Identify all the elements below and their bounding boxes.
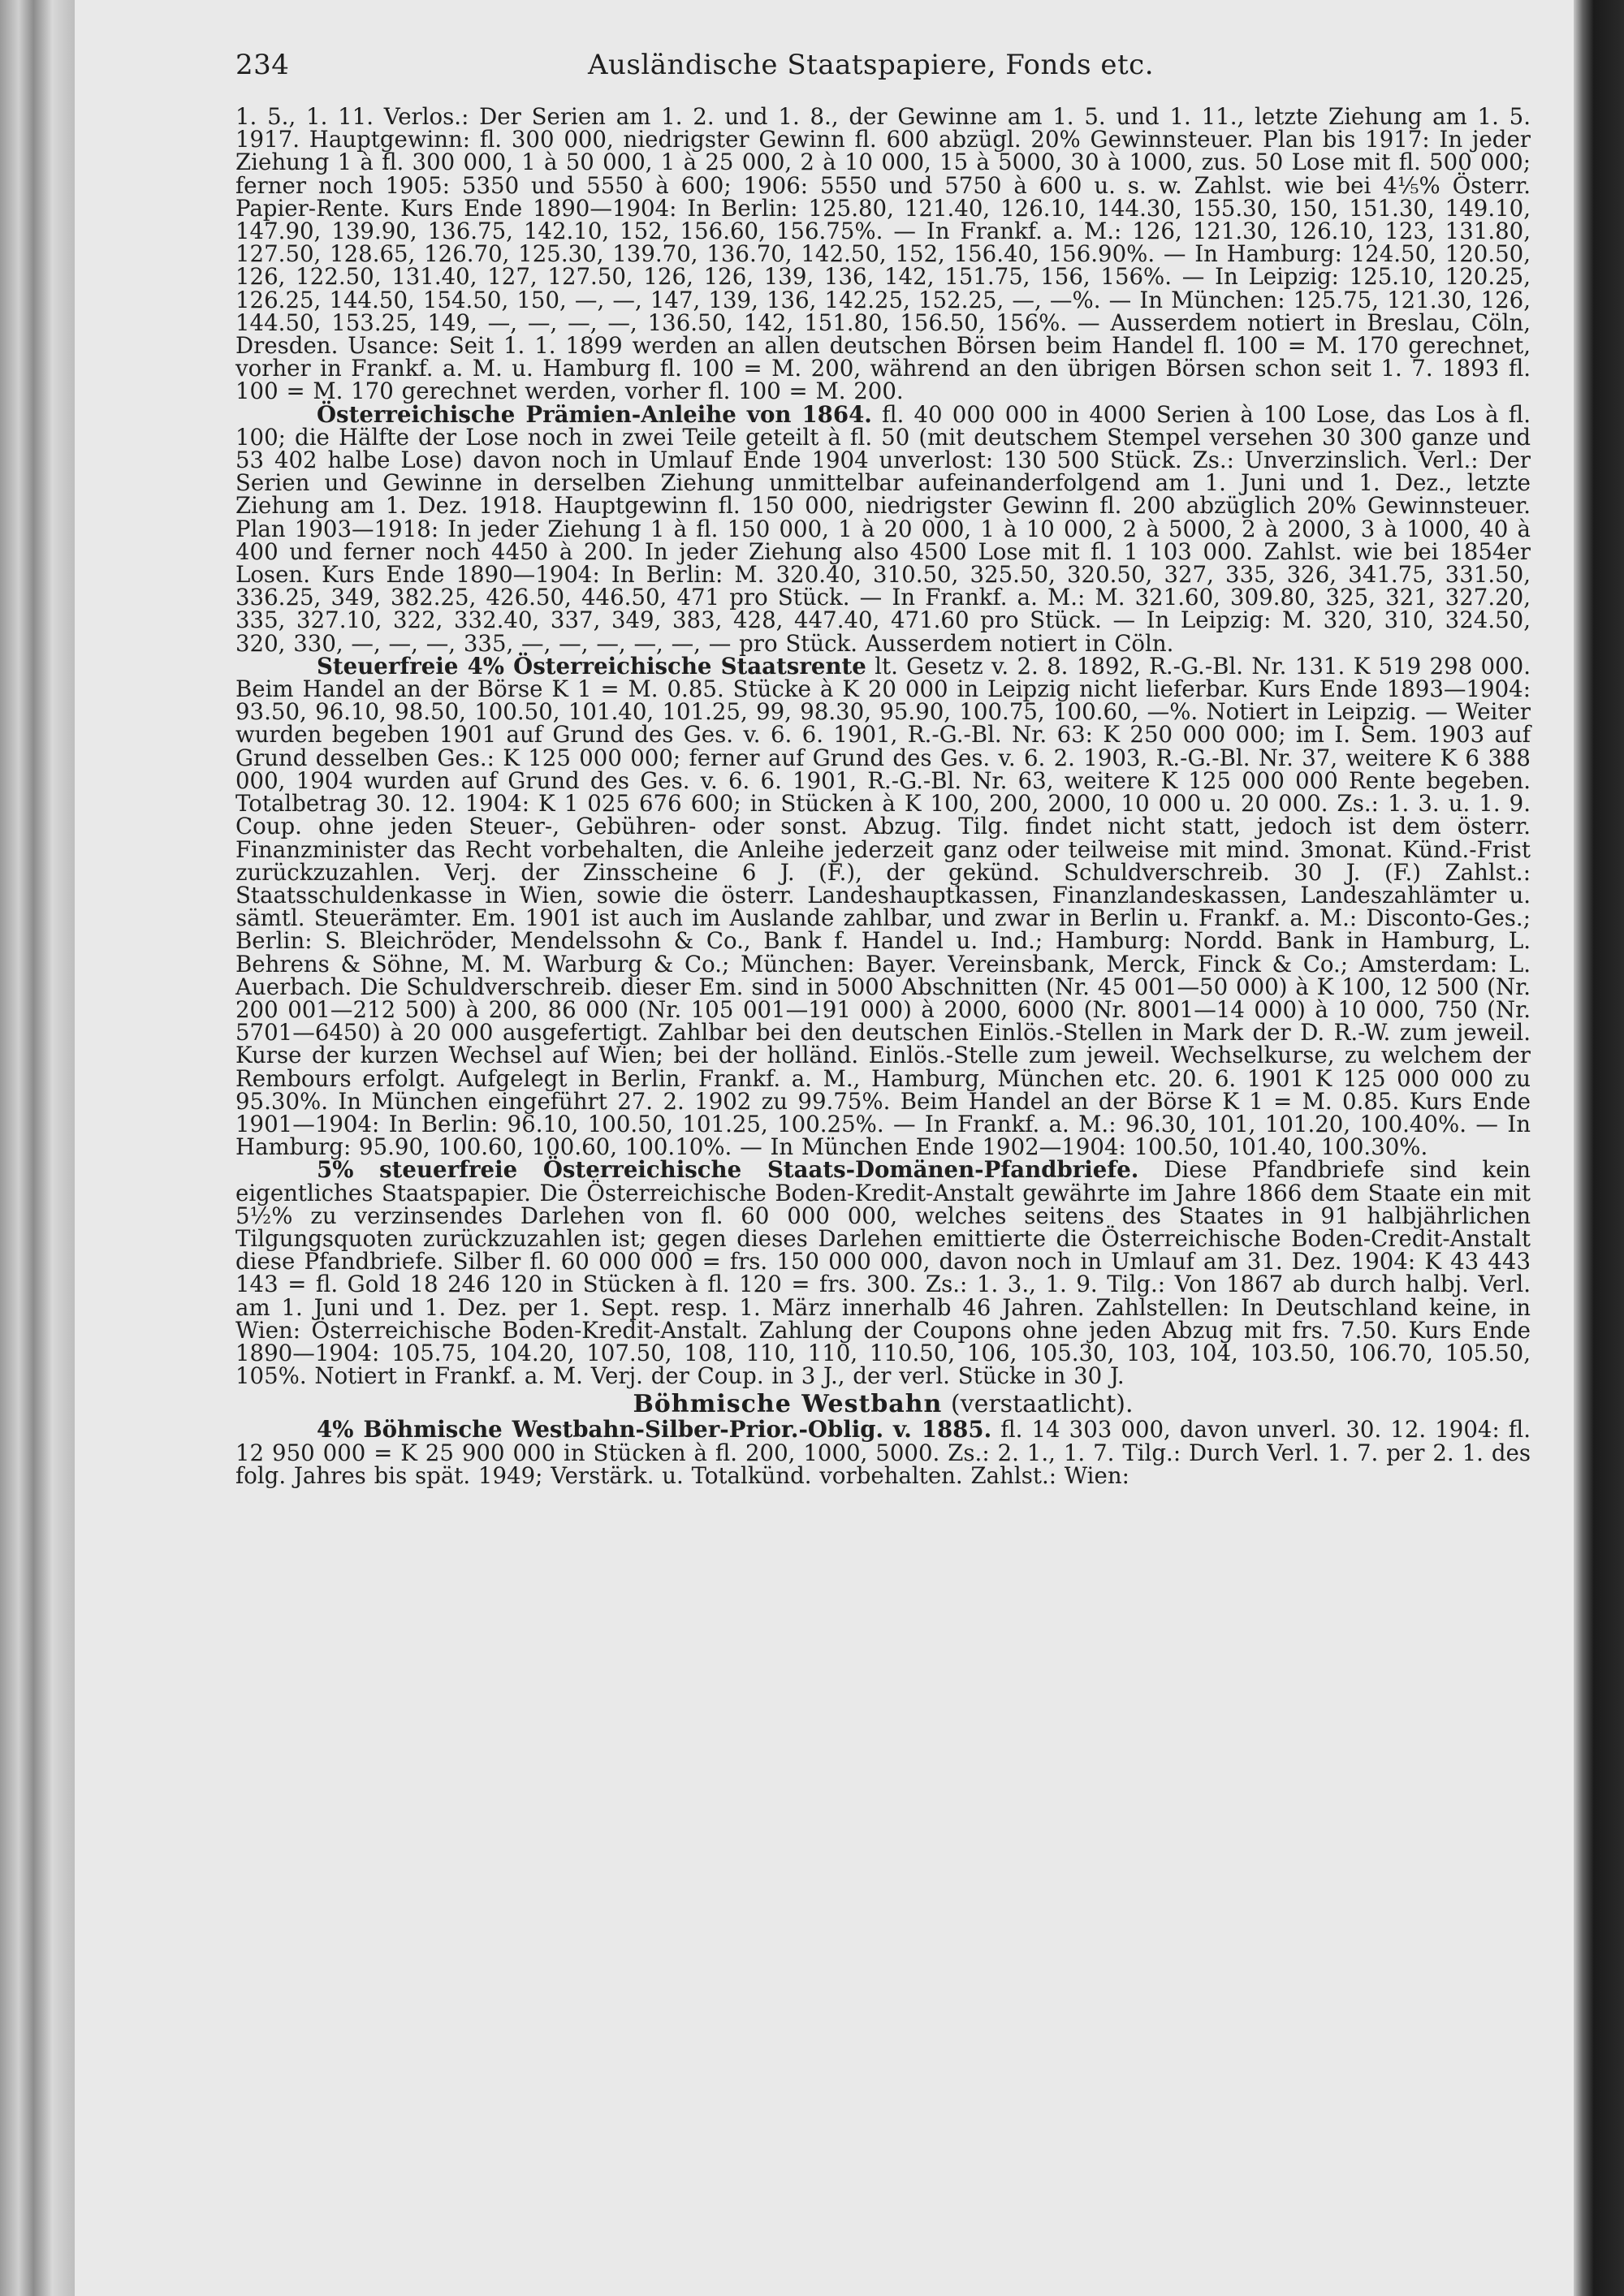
paragraph-text: fl. 14 303 000, davon unverl. 30. 12. 1904: fl. 12 950 000 = K 25 900 000 in Stücken à fl. 200, 1000, 5000. Zs.: 2. 1., 1. 7. Tilg.: Durch Verl. 1. 7. per 2. 1. des folg. Jahres bis spät. 1949; Verstärk. u. Totalkünd. vorbehalten. Zahlst.: Wien: bbox=[235, 1416, 1531, 1489]
paragraph-1855-lose-continuation bbox=[235, 103, 1531, 405]
page-content bbox=[235, 49, 1531, 1487]
paragraph-westbahn-prior bbox=[235, 1418, 1531, 1487]
article-body bbox=[235, 103, 1531, 1489]
page-number: 234 bbox=[235, 49, 290, 81]
left-scan-edge bbox=[0, 0, 75, 2296]
entry-heading: 5% steuerfreie Österreichische Staats-Domänen-Pfandbriefe. bbox=[317, 1156, 1139, 1184]
paragraph-text: 1. 5., 1. 11. Verlos.: Der Serien am 1. 2. und 1. 8., der Gewinne am 1. 5. und 1. 11., letzte Ziehung am 1. 5. 1917. Hauptgewinn: fl. 300 000, niedrigster Gewinn fl. 600 abzügl. 20% Gewinnsteuer. Plan bis 1917: In jeder Ziehung 1 à fl. 300 000, 1 à 50 000, 1 à 25 000, 2 à 10 000, 15 à 5000, 30 à 1000, zus. 50 Lose mit fl. 500 000; ferner noch 1905: 5350 und 5550 à 600; 1906: 5550 und 5750 à 600 u. s. w. Zahlst. wie bei 4⅕% Österr. Papier-Rente. Kurs Ende 1890—1904: In Berlin: 125.80, 121.40, 126.10, 144.30, 155.30, 150, 151.30, 149.10, 147.90, 139.90, 136.75, 142.10, 152, 156.60, 156.75%. — In Frankf. a. M.: 126, 121.30, 126.10, 123, 131.80, 127.50, 128.65, 126.70, 125.30, 139.70, 136.70, 142.50, 152, 156.40, 156.90%. — In Hamburg: 124.50, 120.50, 126, 122.50, 131.40, 127, 127.50, 126, 126, 139, 136, 142, 151.75, 156, 156%. — In Leipzig: 125.10, 120.25, 126.25, 144.50, 154.50, 150, —, —, 147, 139, 136, 142.25, 152.25, —, —%. — In München: 125.75, 121.30, 126, 144.50, 153.25, 149, —, —, —, —, 136.50, 142, 151.80, 156.50, 156%. — Ausserdem notiert in Breslau, Cöln, Dresden. Usance: Seit 1. 1. 1899 werden an allen deutschen Börsen beim Handel fl. 100 = M. 170 gerechnet, vorher in Frankf. a. M. u. Hamburg fl. 100 = M. 200, während an den übrigen Börsen schon seit 1. 7. 1893 fl. 100 = M. 170 gerechnet werden, vorher fl. 100 = M. 200. bbox=[235, 103, 1531, 405]
paragraph-staatsrente bbox=[235, 652, 1531, 1161]
entry-heading: Österreichische Prämien-Anleihe von 1864. bbox=[317, 400, 872, 428]
entry-heading: Steuerfreie 4% Österreichische Staatsrente bbox=[317, 652, 866, 680]
entry-heading: 4% Böhmische Westbahn-Silber-Prior.-Oblig. v. 1885. bbox=[317, 1416, 992, 1444]
paragraph-text: lt. Gesetz v. 2. 8. 1892, R.-G.-Bl. Nr. 131. K 519 298 000. Beim Handel an der Börse K 1 = M. 0.85. Stücke à K 20 000 in Leipzig nicht lieferbar. Kurs Ende 1893—1904: 93.50, 96.10, 98.50, 100.50, 101.40, 101.25, 99, 98.30, 95.90, 100.75, 100.60, —%. Notiert in Leipzig. — Weiter wurden begeben 1901 auf Grund des Ges. v. 6. 6. 1901, R.-G.-Bl. Nr. 63: K 250 000 000; im I. Sem. 1903 auf Grund desselben Ges.: K 125 000 000; ferner auf Grund des Ges. v. 6. 2. 1903, R.-G.-Bl. Nr. 37, weitere K 6 388 000, 1904 wurden auf Grund des Ges. v. 6. 6. 1901, R.-G.-Bl. Nr. 63, weitere K 125 000 000 Rente begeben. Totalbetrag 30. 12. 1904: K 1 025 676 600; in Stücken à K 100, 200, 2000, 10 000 u. 20 000. Zs.: 1. 3. u. 1. 9. Coup. ohne jeden Steuer-, Gebühren- oder sonst. Abzug. Tilg. findet nicht statt, jedoch ist dem österr. Finanzminister das Recht vorbehalten, die Anleihe jederzeit ganz oder teilweise mit mind. 3monat. Künd.-Frist zurückzuzahlen. Verj. der Zinsscheine 6 J. (F.), der gekünd. Schuldverschreib. 30 J. (F.) Zahlst.: Staatsschuldenkasse in Wien, sowie die österr. Landeshauptkassen, Finanzlandeskassen, Landeszahlämter u. sämtl. Steuerämter. Em. 1901 ist auch im Auslande zahlbar, und zwar in Berlin u. Frankf. a. M.: Disconto-Ges.; Berlin: S. Bleichröder, Mendelssohn & Co., Bank f. Handel u. Ind.; Hamburg: Nordd. Bank in Hamburg, L. Behrens & Söhne, M. M. Warburg & Co.; München: Bayer. Vereinsbank, Merck, Finck & Co.; Amsterdam: L. Auerbach. Die Schuldverschreib. dieser Em. sind in 5000 Abschnitten (Nr. 45 001—50 000) à K 100, 12 500 (Nr. 200 001—212 500) à 200, 86 000 (Nr. 105 001—191 000) à 2000, 6000 (Nr. 8001—14 000) à 10 000, 750 (Nr. 5701—6450) à 20 000 ausgefertigt. Zahlbar bei den deutschen Einlös.-Stellen in Mark der D. R.-W. zum jeweil. Kurse der kurzen Wechsel auf Wien; bei der holländ. Einlös.-Stelle zum jeweil. Wechselkurse, zu welchem der Rembours erfolgt. Aufgelegt in Berlin, Frankf. a. M., Hamburg, München etc. 20. 6. 1901 K 125 000 000 zu 95.30%. In München eingeführt 27. 2. 1902 zu 99.75%. Beim Handel an der Börse K 1 = M. 0.85. Kurs Ende 1901—1904: In Berlin: 96.10, 100.50, 101.25, 100.25%. — In Frankf. a. M.: 96.30, 101, 101.20, 100.40%. — In Hamburg: 95.90, 100.60, 100.60, 100.10%. — In München Ende 1902—1904: 100.50, 101.40, 100.30%. bbox=[235, 652, 1531, 1161]
right-scan-edge bbox=[1574, 0, 1624, 2296]
section-note: (verstaatlicht). bbox=[942, 1390, 1134, 1419]
paragraph-text: fl. 40 000 000 in 4000 Serien à 100 Lose, das Los à fl. 100; die Hälfte der Lose noch in zwei Teile geteilt à fl. 50 (mit deutschem Stempel versehen 30 300 ganze und 53 402 halbe Lose) davon noch in Umlauf Ende 1904 unverlost: 130 500 Stück. Zs.: Unverzinslich. Verl.: Der Serien und Gewinne in derselben Ziehung unmittelbar aufeinanderfolgend am 1. Juni und 1. Dez., letzte Ziehung am 1. Dez. 1918. Hauptgewinn fl. 150 000, niedrigster Gewinn fl. 200 abzüglich 20% Gewinnsteuer. Plan 1903—1918: In jeder Ziehung 1 à fl. 150 000, 1 à 20 000, 1 à 10 000, 2 à 5000, 2 à 2000, 3 à 1000, 40 à 400 und ferner noch 4450 à 200. In jeder Ziehung also 4500 Lose mit fl. 1 103 000. Zahlst. wie bei 1854er Losen. Kurs Ende 1890—1904: In Berlin: M. 320.40, 310.50, 325.50, 320.50, 327, 335, 326, 341.75, 331.50, 336.25, 349, 382.25, 426.50, 446.50, 471 pro Stück. — In Frankf. a. M.: M. 321.60, 309.80, 325, 321, 327.20, 335, 327.10, 322, 332.40, 337, 349, 383, 428, 447.40, 471.60 pro Stück. — In Leipzig: M. 320, 310, 324.50, 320, 330, —, —, —, 335, —, —, —, —, —, — pro Stück. Ausserdem notiert in Cöln. bbox=[235, 400, 1531, 657]
section-heading bbox=[235, 1392, 1531, 1417]
paragraph-text: Diese Pfandbriefe sind kein eigentliches Staatspapier. Die Österreichische Boden-Kredit-Anstalt gewährte im Jahre 1866 dem Staate ein mit 5½% zu verzinsendes Darlehen von fl. 60 000 000, welches seitens des Staates in 91 halbjährlichen Tilgungsquoten zurückzuzahlen ist; gegen dieses Darlehen emittierte die Österreichische Boden-Credit-Anstalt diese Pfandbriefe. Silber fl. 60 000 000 = frs. 150 000 000, davon noch in Umlauf am 31. Dez. 1904: K 43 443 143 = fl. Gold 18 246 120 in Stücken à fl. 120 = frs. 300. Zs.: 1. 3., 1. 9. Tilg.: Von 1867 ab durch halbj. Verl. am 1. Juni und 1. Dez. per 1. Sept. resp. 1. März innerhalb 46 Jahren. Zahlstellen: In Deutschland keine, in Wien: Österreichische Boden-Kredit-Anstalt. Zahlung der Coupons ohne jeden Abzug mit frs. 7.50. Kurs Ende 1890—1904: 105.75, 104.20, 107.50, 108, 110, 110, 110.50, 106, 105.30, 103, 104, 103.50, 106.70, 105.50, 105%. Notiert in Frankf. a. M. Verj. der Coup. in 3 J., der verl. Stücke in 30 J. bbox=[235, 1156, 1531, 1390]
paragraph-praemien-anleihe-1864 bbox=[235, 400, 1531, 657]
section-title: Böhmische Westbahn bbox=[633, 1390, 943, 1419]
running-title: Ausländische Staatspapiere, Fonds etc. bbox=[587, 49, 1155, 81]
running-header bbox=[235, 49, 1531, 106]
paragraph-domaenen-pfandbriefe bbox=[235, 1156, 1531, 1390]
